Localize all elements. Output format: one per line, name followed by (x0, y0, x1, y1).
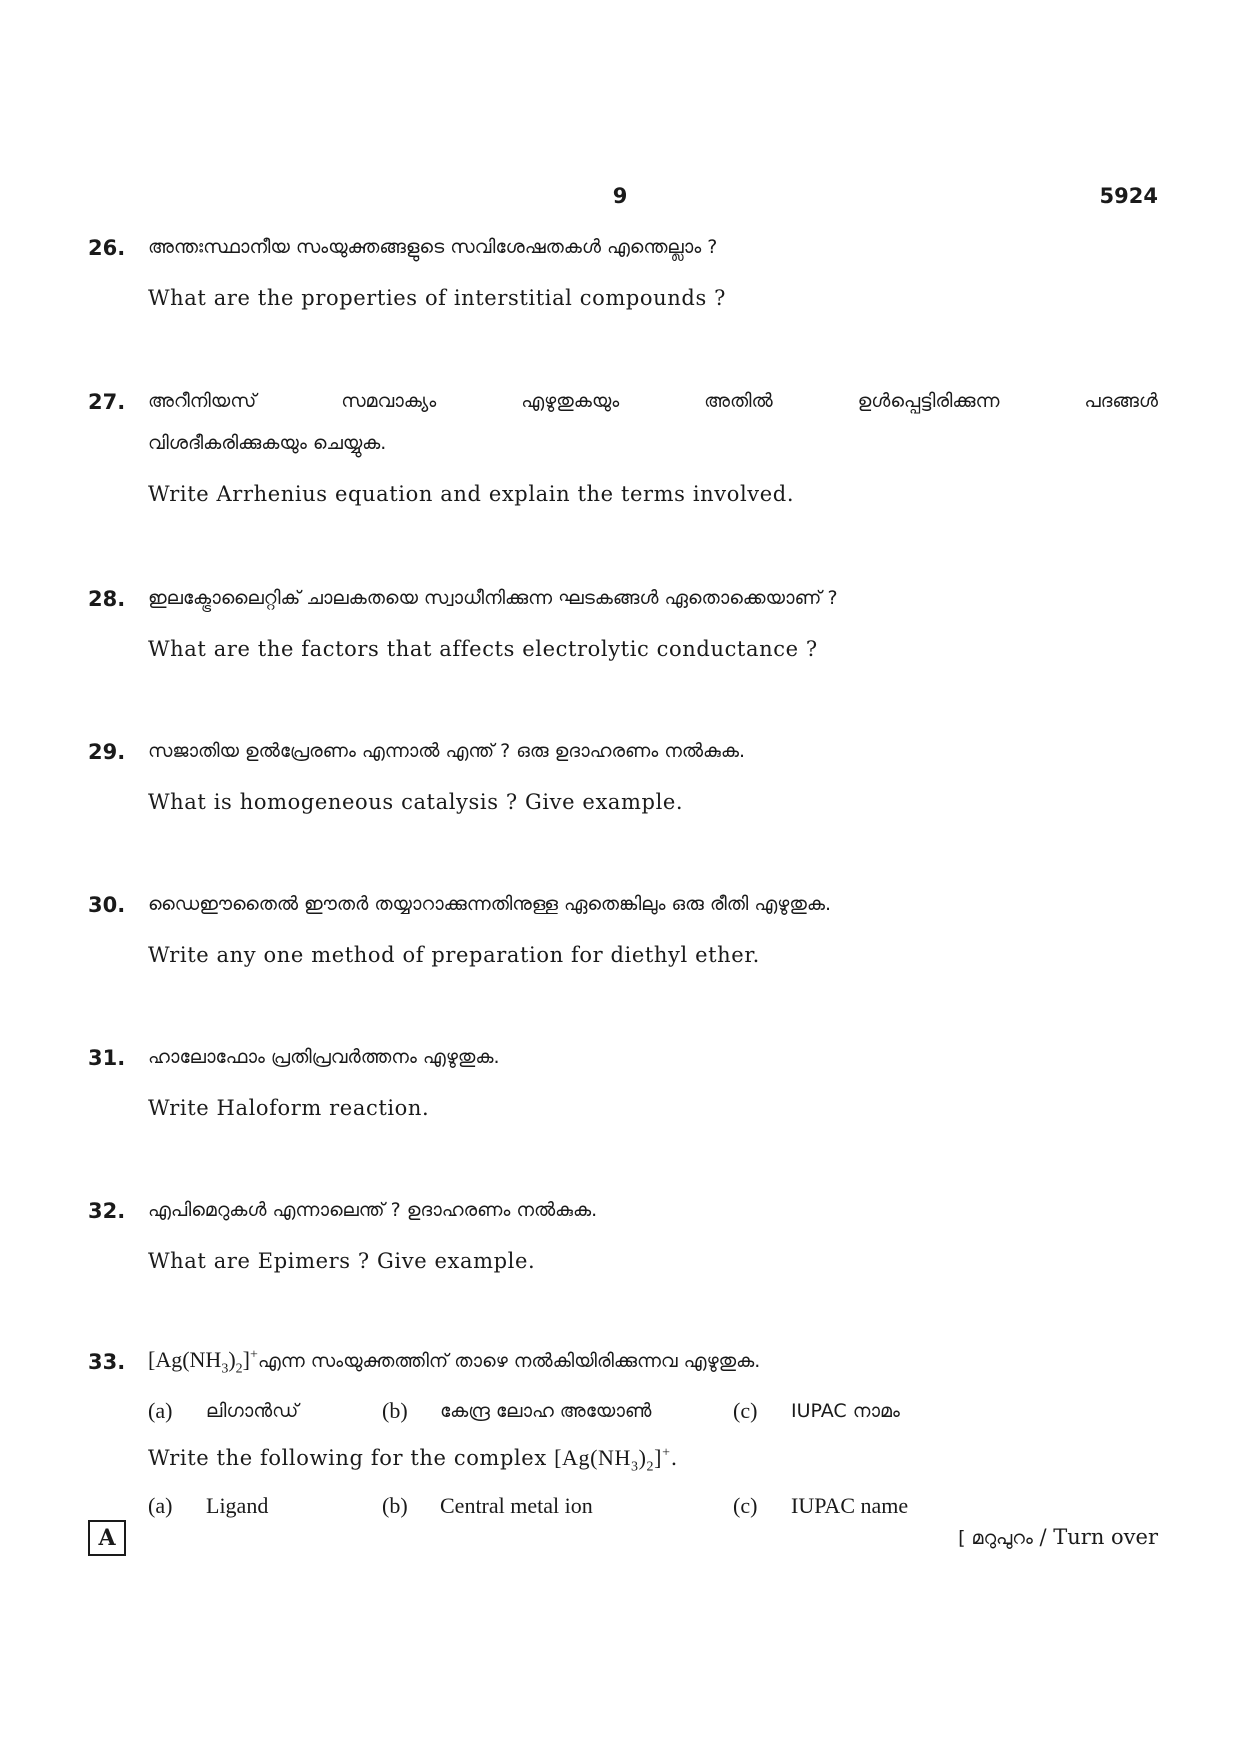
question-text-malayalam: സജാതിയ ഉൽപ്രേരണം എന്നാൽ എന്ത് ? ഒരു ഉദാഹരണം നൽകുക. (148, 740, 745, 762)
option-text: Ligand (206, 1493, 269, 1518)
option-label: (c) (733, 1493, 758, 1518)
question-text-malayalam-line1 (148, 390, 1158, 412)
question-number: 28. (88, 587, 126, 611)
option-text: ലിഗാൻഡ് (206, 1400, 299, 1422)
question-text-malayalam: എപിമെറുകൾ എന്നാലെന്ത് ? ഉദാഹരണം നൽകുക. (148, 1199, 598, 1221)
question-number: 32. (88, 1199, 126, 1223)
question-text-english: Write the following for the complex $[Ag(NH_3)_2]^+$. (148, 1445, 678, 1475)
question-text-english: Write Arrhenius equation and explain the terms involved. (148, 482, 795, 506)
option-text: Central metal ion (440, 1493, 593, 1518)
question-number: 27. (88, 390, 126, 414)
option-label: (a) (148, 1493, 173, 1518)
question-text-malayalam: ഹാലോഫോം പ്രതിപ്രവർത്തനം എഴുതുക. (148, 1046, 500, 1068)
question-number: 33. (88, 1350, 126, 1374)
option-label: (b) (382, 1493, 408, 1518)
option-label: (a) (148, 1398, 173, 1423)
complex-formula: $[Ag(NH_3)_2]^+$ (148, 1347, 258, 1377)
word: അറീനിയസ് (148, 390, 257, 412)
question-number: 26. (88, 236, 126, 260)
question-text-english: What are the properties of interstitial compounds ? (148, 286, 726, 310)
option-text: IUPAC നാമം (791, 1400, 900, 1422)
turn-over: [ മറുപുറം / Turn over (958, 1525, 1158, 1549)
complex-formula: $[Ag(NH_3)_2]^+$ (554, 1445, 671, 1475)
question-number: 31. (88, 1046, 126, 1070)
word: പദങ്ങൾ (1084, 390, 1158, 412)
option-text: IUPAC name (791, 1493, 909, 1518)
question-text-english: What are the factors that affects electrolytic conductance ? (148, 637, 818, 661)
question-text-english: What is homogeneous catalysis ? Give example. (148, 790, 684, 814)
word: സമവാക്യം (341, 390, 437, 412)
question-text-malayalam: ഡൈഈതൈൽ ഈതർ തയ്യാറാക്കുന്നതിനുള്ള ഏതെങ്കിലും ഒരു രീതി എഴുതുക. (148, 893, 831, 915)
option-label: (b) (382, 1398, 408, 1423)
question-number: 30. (88, 893, 126, 917)
question-text-english: Write any one method of preparation for diethyl ether. (148, 943, 760, 967)
word: ഉൾപ്പെട്ടിരിക്കുന്ന (857, 390, 1000, 412)
word: എഴുതുകയും (521, 390, 620, 412)
question-text-english: What are Epimers ? Give example. (148, 1249, 536, 1273)
question-text-malayalam-line2: വിശദീകരിക്കുകയും ചെയ്യുക. (148, 432, 387, 454)
question-text-malayalam: $[Ag(NH_3)_2]^+എന്ന$ സംയുക്തത്തിന് താഴെ നൽകിയിരിക്കുന്നവ എഴുതുക. (148, 1347, 761, 1377)
question-text-english: Write Haloform reaction. (148, 1096, 430, 1120)
question-text-malayalam: അന്തഃസ്ഥാനീയ സംയുക്തങ്ങളുടെ സവിശേഷതകൾ എന്തെല്ലാം ? (148, 236, 718, 258)
version-box: A (88, 1520, 126, 1556)
option-text: കേന്ദ്ര ലോഹ അയോൺ (440, 1400, 652, 1422)
word: അതിൽ (704, 390, 773, 412)
question-number: 29. (88, 740, 126, 764)
paper-code: 5924 (1099, 184, 1158, 208)
question-text-malayalam: ഇലക്ട്രോലൈറ്റിക് ചാലകതയെ സ്വാധീനിക്കുന്ന ഘടകങ്ങൾ ഏതൊക്കെയാണ് ? (148, 587, 838, 609)
option-label: (c) (733, 1398, 758, 1423)
page-number: 9 (612, 184, 628, 208)
